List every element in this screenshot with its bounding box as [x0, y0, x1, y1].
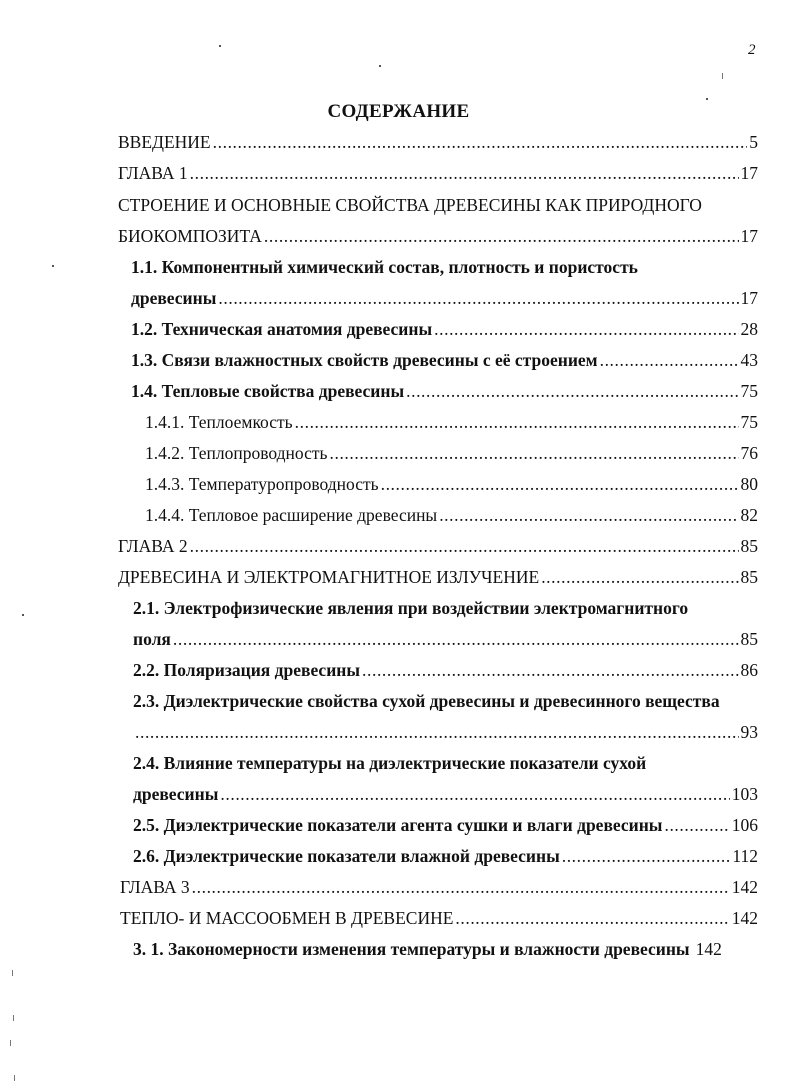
entry-page: 112	[732, 846, 758, 866]
scan-speck	[13, 1015, 14, 1021]
scan-speck	[219, 45, 221, 47]
entry-text: древесины	[133, 784, 219, 804]
toc-entry-s2-1-line2	[133, 629, 758, 653]
entry-text: 1.4.2. Теплопроводность	[145, 443, 328, 463]
leader-dots	[220, 784, 729, 805]
entry-page: 43	[740, 350, 758, 370]
entry-text: 2.2. Поляризация древесины	[133, 660, 361, 680]
scan-speck	[52, 265, 54, 267]
leader-dots	[439, 505, 738, 526]
entry-page: 17	[740, 288, 758, 308]
toc-entry-s1-1-line1: 1.1. Компонентный химический состав, плотность и пористость	[131, 257, 638, 277]
scan-speck	[379, 65, 381, 67]
leader-dots	[192, 877, 730, 898]
toc-entry-s1-4-1	[145, 412, 758, 436]
toc-entry-s1-4-2	[145, 443, 758, 467]
leader-dots	[213, 132, 748, 153]
entry-page: 76	[740, 443, 758, 463]
toc-entry-intro	[118, 132, 758, 156]
entry-text: поля	[133, 629, 171, 649]
entry-text: ГЛАВА 3	[120, 877, 190, 897]
entry-text: ГЛАВА 2	[118, 536, 188, 556]
toc-entry-s2-2	[133, 660, 758, 684]
toc-entry-ch3	[120, 877, 758, 901]
leader-dots	[434, 319, 738, 340]
entry-text: древесины	[131, 288, 217, 308]
toc-entry-ch1	[118, 163, 758, 187]
entry-text: 1.4.4. Тепловое расширение древесины	[145, 505, 438, 525]
scan-speck	[22, 614, 24, 616]
leader-dots	[541, 567, 738, 588]
toc-entry-s3-1	[133, 939, 758, 963]
entry-text: 1.2. Техническая анатомия древесины	[131, 319, 433, 339]
toc-entry-s1-3	[131, 350, 758, 374]
entry-page: 85	[740, 629, 758, 649]
toc-entry-s2-6	[133, 846, 758, 870]
toc-entry-ch2	[118, 536, 758, 560]
entry-page: 17	[740, 163, 758, 183]
scan-speck	[722, 73, 723, 79]
leader-dots	[362, 660, 738, 681]
toc-entry-s2-4-line1: 2.4. Влияние температуры на диэлектрические показатели сухой	[133, 753, 647, 773]
entry-page: 75	[740, 381, 758, 401]
page-number: 2	[748, 42, 756, 58]
toc-entry-ch1-title-line2	[118, 226, 758, 250]
toc-entry-s1-2	[131, 319, 758, 343]
toc-entry-s2-3-line2	[133, 722, 758, 746]
leader-dots	[455, 908, 729, 929]
entry-text: ДРЕВЕСИНА И ЭЛЕКТРОМАГНИТНОЕ ИЗЛУЧЕНИЕ	[118, 567, 540, 587]
leader-dots	[264, 226, 739, 247]
entry-page: 80	[740, 474, 758, 494]
entry-text: 1.3. Связи влажностных свойств древесины с её строением	[131, 350, 598, 370]
entry-text: 2.5. Диэлектрические показатели агента сушки и влаги древесины	[133, 815, 663, 835]
entry-page: 103	[731, 784, 758, 804]
scan-speck	[14, 1075, 15, 1081]
entry-page: 82	[740, 505, 758, 525]
leader-dots	[190, 163, 739, 184]
entry-page: 85	[740, 536, 758, 556]
leader-dots	[330, 443, 739, 464]
leader-dots	[135, 722, 739, 743]
leader-dots	[381, 474, 739, 495]
toc-entry-s2-3-line1: 2.3. Диэлектрические свойства сухой древесины и древесинного вещества	[133, 691, 720, 711]
entry-text: 2.6. Диэлектрические показатели влажной древесины	[133, 846, 560, 866]
entry-page: 17	[740, 226, 758, 246]
toc-entry-s1-4-3	[145, 474, 758, 498]
leader-dots	[562, 846, 731, 867]
entry-text: 1.4.3. Температуропроводность	[145, 474, 379, 494]
toc-entry-s1-4-4	[145, 505, 758, 529]
entry-page: 142	[731, 908, 758, 928]
toc-entry-s2-4-line2	[133, 784, 758, 808]
toc-entry-ch3-title	[120, 908, 758, 932]
scan-speck	[10, 1040, 11, 1046]
entry-text: 1.4. Тепловые свойства древесины	[131, 381, 405, 401]
leader-dots	[190, 536, 739, 557]
entry-page: 142	[695, 939, 722, 959]
entry-page: 142	[731, 877, 758, 897]
entry-page: 5	[749, 132, 758, 152]
scan-speck	[706, 98, 708, 100]
entry-text: 1.4.1. Теплоемкость	[145, 412, 293, 432]
leader-dots	[173, 629, 739, 650]
toc-entry-s1-4	[131, 381, 758, 405]
leader-dots	[295, 412, 739, 433]
leader-dots	[600, 350, 739, 371]
entry-text: 3. 1. Закономерности изменения температуры и влажности древесины	[133, 939, 690, 959]
toc-title: СОДЕРЖАНИЕ	[327, 101, 470, 122]
toc-entry-ch1-title-line1: СТРОЕНИЕ И ОСНОВНЫЕ СВОЙСТВА ДРЕВЕСИНЫ КАК ПРИРОДНОГО	[118, 195, 702, 215]
leader-dots	[218, 288, 738, 309]
toc-entry-s2-5	[133, 815, 758, 839]
entry-page: 93	[740, 722, 758, 742]
entry-page: 28	[740, 319, 758, 339]
toc-entry-s1-1-line2	[131, 288, 758, 312]
leader-dots	[406, 381, 738, 402]
entry-text: ВВЕДЕНИЕ	[118, 132, 211, 152]
entry-page: 85	[740, 567, 758, 587]
entry-page: 106	[731, 815, 758, 835]
entry-text: ГЛАВА 1	[118, 163, 188, 183]
scan-speck	[12, 970, 13, 976]
entry-page: 86	[740, 660, 758, 680]
leader-dots	[664, 815, 729, 836]
entry-text: БИОКОМПОЗИТА	[118, 226, 262, 246]
toc-entry-s2-1-line1: 2.1. Электрофизические явления при воздействии электромагнитного	[133, 598, 689, 618]
entry-page: 75	[740, 412, 758, 432]
entry-text: ТЕПЛО- И МАССООБМЕН В ДРЕВЕСИНЕ	[120, 908, 454, 928]
toc-entry-ch2-title	[118, 567, 758, 591]
